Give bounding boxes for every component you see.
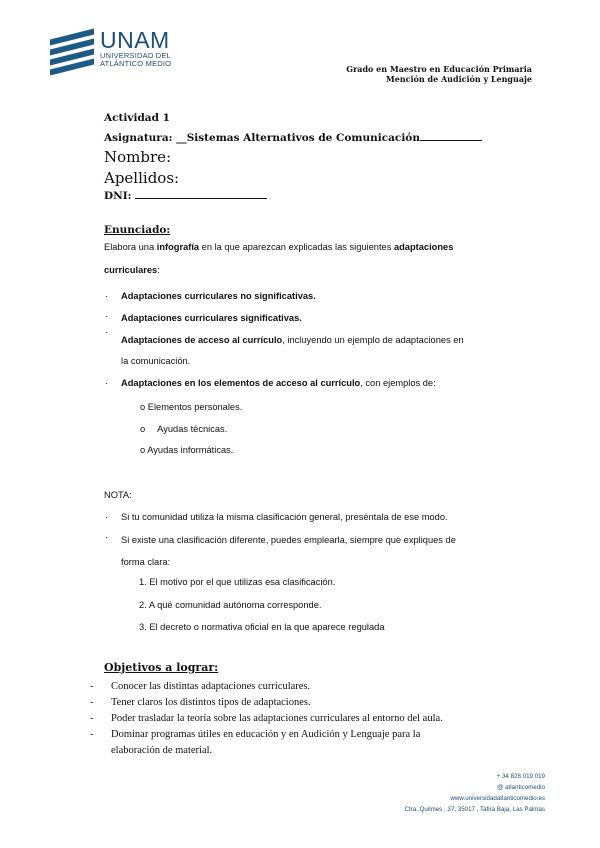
bullet-dot-icon: ·: [105, 327, 108, 337]
footer-phone: + 34 828 019 019: [496, 773, 545, 780]
logo-name: UNAM: [100, 27, 170, 53]
list-item: Adaptaciones en los elementos de acceso al currículo, con ejemplos de:: [121, 378, 436, 388]
statement-intro-line2: curriculares:: [104, 265, 160, 275]
statement-title: Enunciado:: [104, 224, 171, 236]
subject-name: Sistemas Alternativos de Comunicación: [186, 132, 420, 144]
footer-address: Ctra. Quilmes , 37, 35017 , Tafira Baja, Las Palmas: [404, 806, 545, 813]
note-item: Si existe una clasificación diferente, puedes emplearla, siempre que expliques de: [121, 535, 456, 545]
footer-social: @ atlanticomedio: [497, 784, 545, 791]
note-item: Si tu comunidad utiliza la misma clasificación general, preséntala de ese modo.: [121, 512, 448, 522]
list-item: Adaptaciones curriculares significativas.: [121, 313, 302, 323]
objectives-title: Objetivos a lograr:: [104, 661, 219, 674]
objective-item: Poder trasladar la teoría sobre las adaptaciones curriculares al entorno del aula.: [111, 713, 443, 724]
footer-website: www.universidadatlanticomedio.es: [450, 795, 545, 802]
list-item-continuation: la comunicación.: [121, 356, 191, 366]
list-item: Adaptaciones curriculares no significativas.: [121, 291, 316, 301]
surname-label: Apellidos:: [104, 169, 180, 187]
objective-item: Conocer las distintas adaptaciones curriculares.: [111, 681, 311, 692]
bullet-dot-icon: ·: [105, 378, 108, 388]
objective-item-continuation: elaboración de material.: [111, 745, 213, 756]
note-title: NOTA:: [104, 490, 132, 500]
name-label: Nombre:: [104, 148, 172, 166]
objective-item: Tener claros los distintos tipos de adaptaciones.: [111, 697, 311, 708]
program-header: [346, 64, 532, 84]
numbered-item: 2. A qué comunidad autónoma corresponde.: [139, 600, 322, 610]
logo-sub-2: ATLÁNTICO MEDIO: [100, 59, 172, 68]
bullet-dot-icon: ·: [105, 512, 108, 522]
dash-marker: -: [90, 681, 94, 692]
logo-sub-1: UNIVERSIDAD DEL: [100, 51, 171, 60]
sub-item: o Ayudas informáticas.: [140, 445, 234, 455]
bullet-dot-icon: ·: [105, 291, 108, 301]
program-title: Grado en Maestro en Educación Primaria: [346, 64, 532, 74]
sub-marker: o: [140, 424, 146, 434]
statement-intro-line1: Elabora una infografía en la que aparezcan explicadas las siguientes adaptaciones: [104, 242, 454, 252]
sub-item: o Elementos personales.: [140, 402, 243, 412]
activity-title: Actividad 1: [104, 112, 170, 124]
dni-label: DNI:: [104, 190, 132, 202]
dni-blank: [135, 198, 267, 199]
list-item: Adaptaciones de acceso al currículo, incluyendo un ejemplo de adaptaciones en: [121, 335, 464, 345]
numbered-item: 3. El decreto o normativa oficial en la que aparece regulada: [139, 622, 385, 632]
bullet-dot-icon: ·: [105, 532, 108, 542]
university-logo: [50, 28, 180, 78]
bullet-dot-icon: ·: [105, 311, 108, 321]
sub-item: o Ayudas técnicas.: [140, 424, 228, 434]
program-mention: Mención de Audición y Lenguaje: [385, 74, 532, 84]
logo-mark-icon: [50, 30, 94, 76]
note-item-continuation: forma clara:: [121, 557, 171, 567]
dni-line: [104, 190, 267, 202]
subject-line: Asignatura: __Sistemas Alternativos de Comunicación: [104, 132, 482, 144]
dash-marker: -: [90, 729, 94, 740]
numbered-item: 1. El motivo por el que utilizas esa clasificación.: [139, 577, 336, 587]
dash-marker: -: [90, 697, 94, 708]
dash-marker: -: [90, 713, 94, 724]
objective-item: Dominar programas útiles en educación y en Audición y Lenguaje para la: [111, 729, 421, 740]
